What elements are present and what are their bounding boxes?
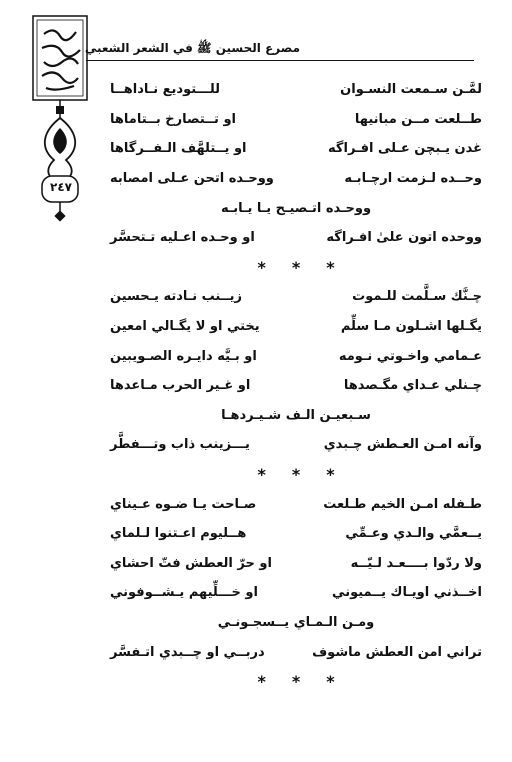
verse-first-half: طـفله امـن الخيم طـلعت — [323, 496, 482, 512]
page-number: ٢٤٧ — [50, 180, 72, 194]
verse-second-half: او يــتلهَّف الـفــرگاها — [110, 141, 247, 157]
verse-line — [110, 75, 482, 105]
verse-first-half: چـنَّك سـلَّمت للـموت — [352, 289, 482, 305]
star: * — [257, 465, 266, 485]
verse-line — [110, 549, 482, 579]
verse-line — [110, 430, 482, 460]
verse-first-half: وآنه امـن العـطش چـبدي — [323, 437, 482, 453]
verse-first-half: اخــذني اويـاك يــميوني — [332, 585, 482, 601]
verse-second-half: دربــي او چــبدي اتـفسَّر — [110, 644, 265, 660]
section-divider-stars — [110, 667, 482, 697]
star: * — [291, 672, 301, 692]
verse-first-half: يگـلها اشـلون مـا سلِّم — [340, 319, 482, 335]
verse-second-half: زيــنب نـادته يـحسين — [110, 289, 242, 305]
star: * — [326, 672, 335, 692]
star: * — [257, 672, 266, 692]
verse-first-half: غدن يـبچن عـلى افـراگه — [328, 141, 482, 157]
verse-first-half: طــلعت مــن مبانيها — [354, 111, 482, 127]
section-divider-stars — [110, 253, 482, 283]
star: * — [291, 257, 301, 277]
verse-second-half: او خـــلِّيهم يـشــوفوني — [110, 585, 258, 601]
verse-line — [110, 223, 482, 253]
verse-first-half: لمَّـن سـمعت النسـوان — [340, 82, 482, 98]
verse-second-half: للـــتوديع نـاداهــا — [110, 82, 221, 98]
star: * — [257, 257, 266, 277]
verse-second-half: هــليوم اعـتنوا لـلماي — [110, 526, 247, 542]
verse-first-half: چـنلي عـداي مگـصدها — [343, 378, 482, 394]
verse-line — [110, 134, 482, 164]
header-rule — [86, 60, 474, 61]
verse-line — [110, 282, 482, 312]
verse-first-half: تراني امن العطش ماشوف — [312, 644, 482, 660]
page-header-title: مصرع الحسين ﷺ في الشعر الشعبي — [84, 41, 300, 55]
star: * — [326, 257, 335, 277]
verse-line — [110, 371, 482, 401]
verse-second-half: يختي او لا يگـالي امعين — [110, 319, 260, 335]
verse-second-half: او تــتصارخ بــتاماها — [110, 111, 236, 127]
star: * — [291, 465, 301, 485]
refrain-line: سـبعيـن الـف شـيـردهـا — [221, 407, 371, 423]
verse-second-half: او بـيَّه دايـره الصـويبين — [110, 348, 257, 364]
verse-line — [110, 105, 482, 135]
verse-second-half: او حرّ العطش فتّ احشاي — [110, 555, 272, 571]
star: * — [326, 465, 335, 485]
verse-first-half: يــعمَّي والـدي وعـمِّي — [345, 526, 482, 542]
verse-line — [110, 519, 482, 549]
verse-second-half: ووحـده اتحن عـلى امصابه — [110, 171, 274, 187]
verse-line — [110, 312, 482, 342]
verse-line — [110, 341, 482, 371]
verse-line — [110, 578, 482, 608]
refrain-line: ووحـده اتـصيـح يـا يـابـه — [220, 200, 372, 216]
refrain-line: ومـن الـمـاي يــسجـونـي — [217, 614, 375, 630]
verse-line — [110, 637, 482, 667]
verse-line — [110, 489, 482, 519]
verse-first-half: عـمامي واخـوتي نـومه — [338, 348, 482, 364]
verse-second-half: او وحـده اعـليه تـتحسَّر — [110, 230, 255, 246]
verse-first-half: ووحده اتون علىٰ افـراگه — [326, 230, 482, 246]
poem-body — [110, 75, 482, 696]
verse-first-half: وحــده لـزمت ارچـابـه — [344, 171, 482, 187]
verse-second-half: يـــزينب ذاب وتـــفطَّر — [110, 437, 250, 453]
verse-second-half: او غـير الحرب مـاعدها — [110, 378, 251, 394]
verse-line — [110, 164, 482, 194]
verse-first-half: ولا ردّوا بــــعـد لـيّــه — [350, 555, 482, 571]
section-divider-stars — [110, 460, 482, 490]
verse-second-half: صـاحت يـا ضـوه عـيناي — [110, 496, 257, 512]
